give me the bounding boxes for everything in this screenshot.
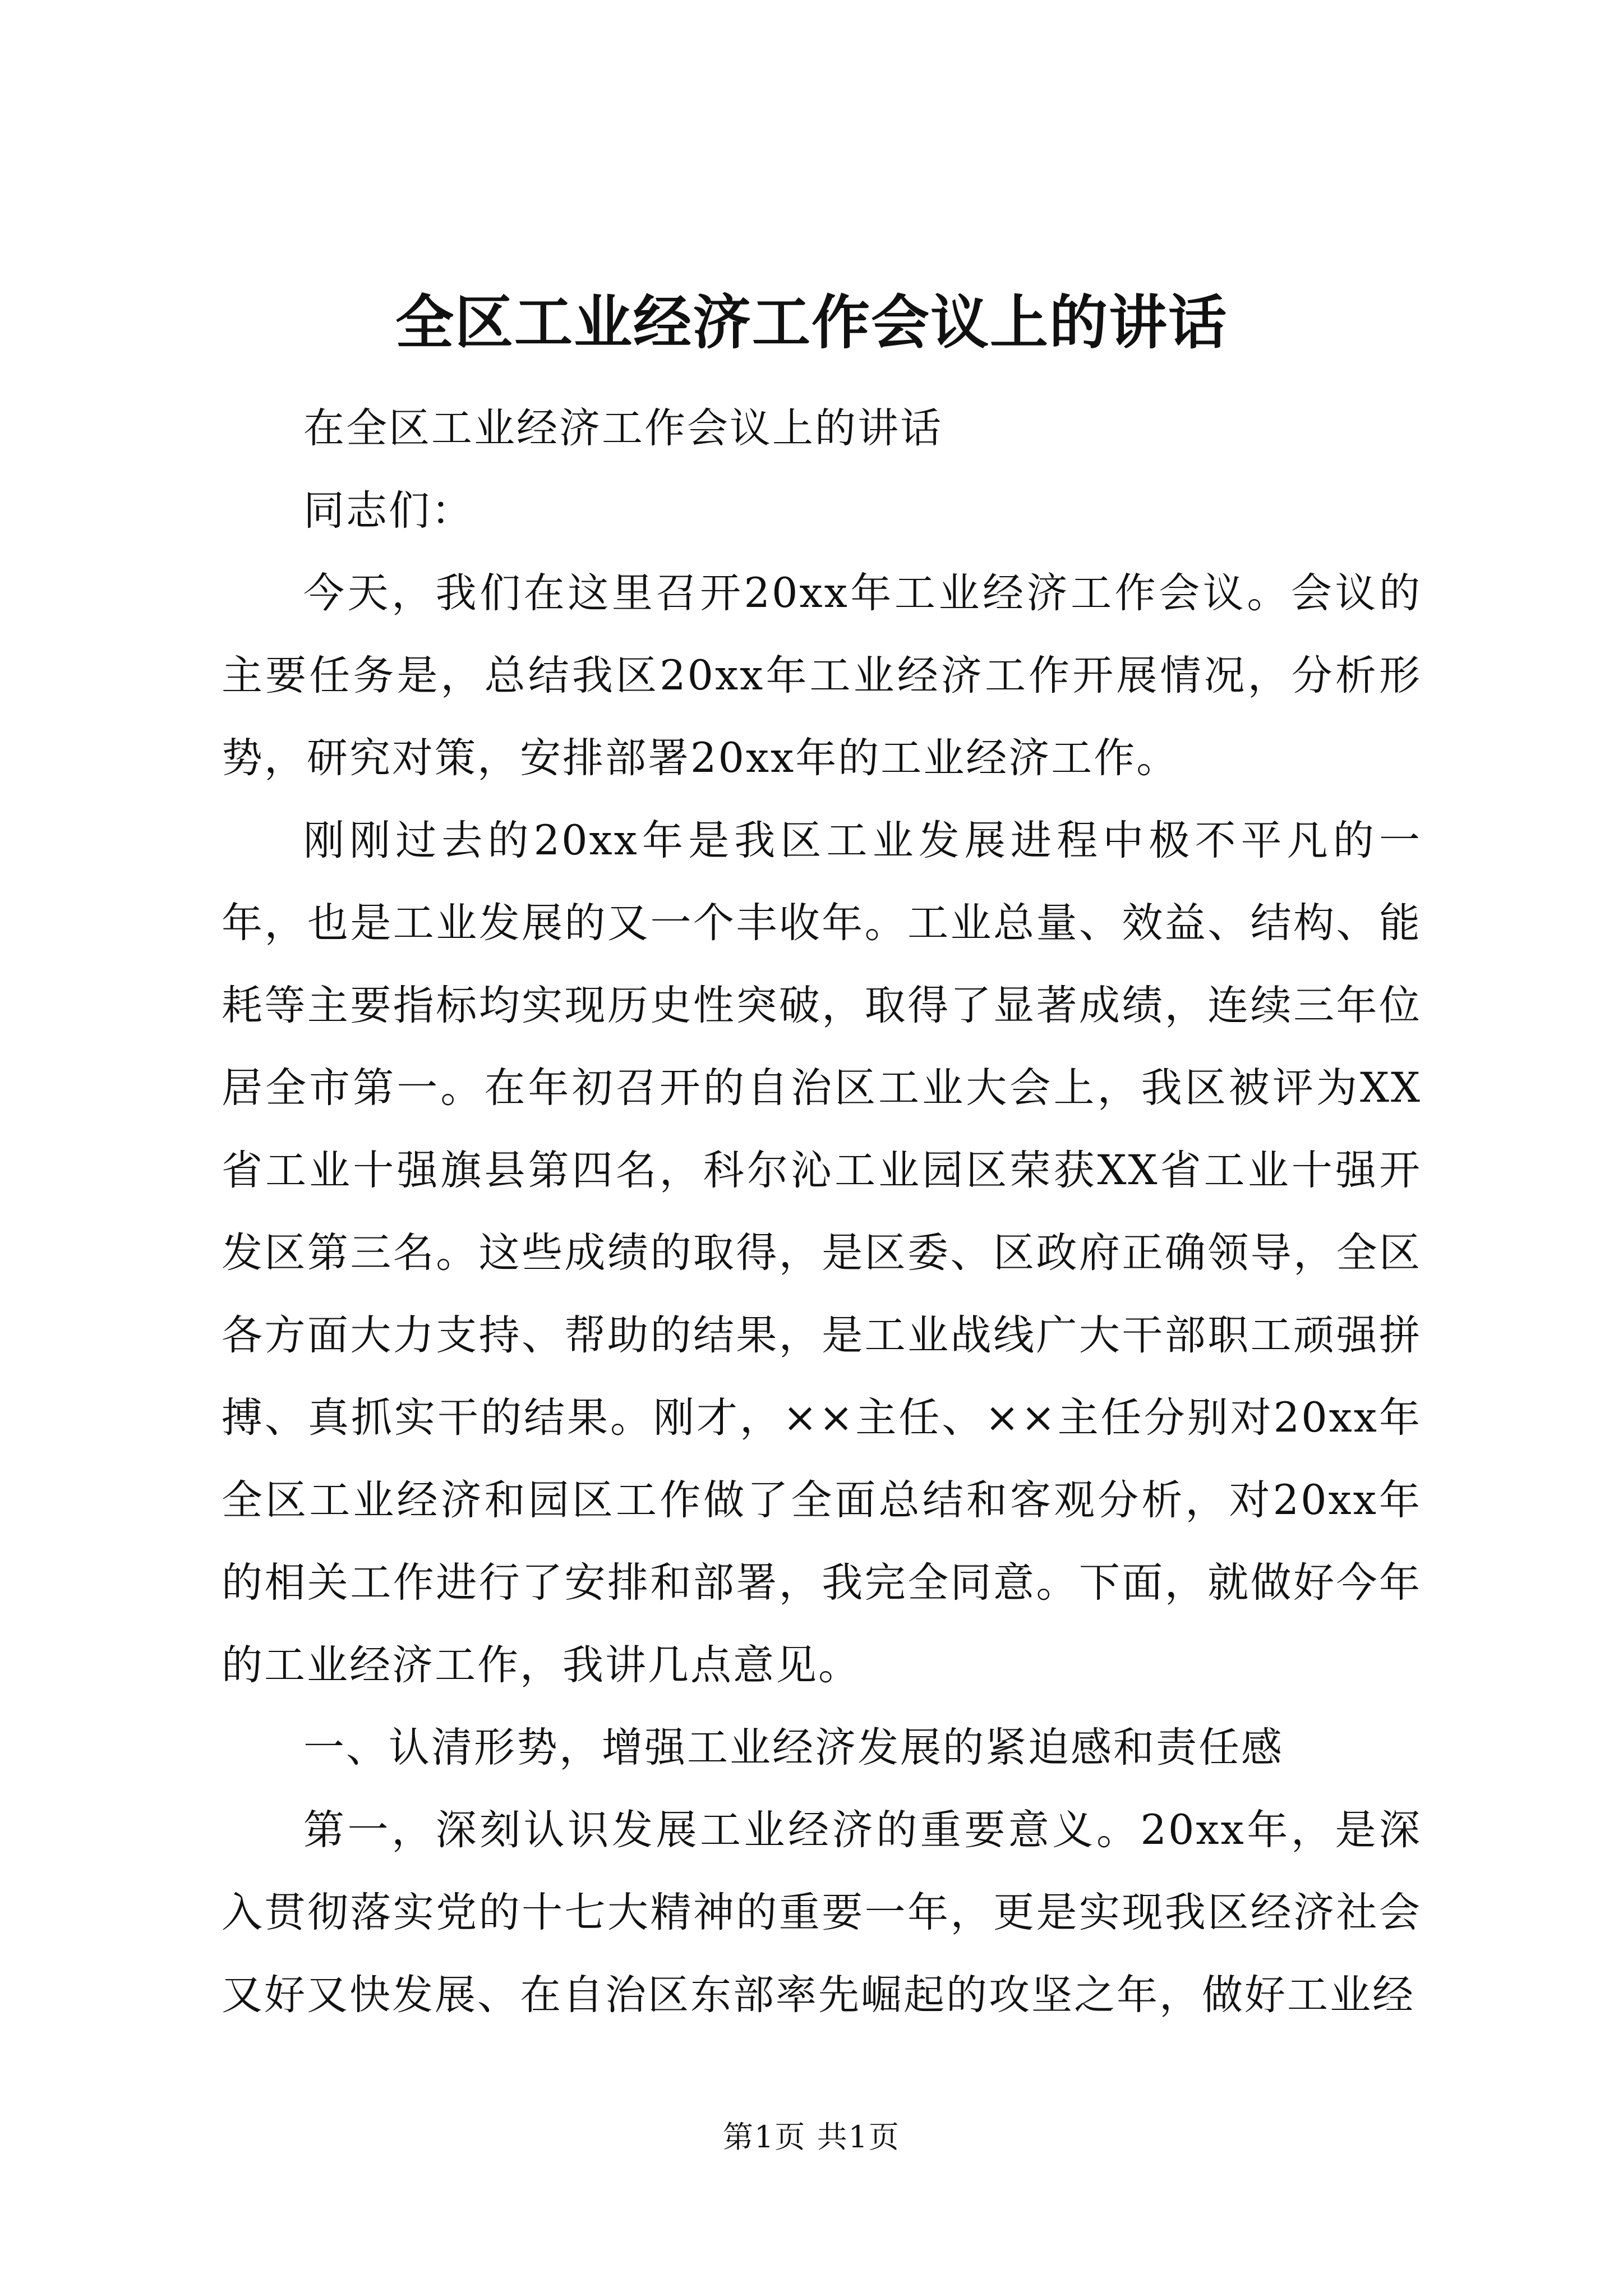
page-footer: 第1页 共1页: [723, 2119, 900, 2155]
paragraph-heading: 在全区工业经济工作会议上的讲话: [303, 404, 943, 452]
paragraph-point-one: 第一，深刻认识发展工业经济的重要意义。20xx年，是深入贯彻落实党的十七大精神的重要一年，更是实现我区经济社会又好又快发展、在自治区东部率先崛起的攻坚之年，做好工业经: [222, 1806, 1422, 2019]
document-body: [222, 387, 1422, 2036]
paragraph-salutation: 同志们：: [303, 487, 474, 535]
paragraph-section-heading: 一、认清形势，增强工业经济发展的紧迫感和责任感: [303, 1724, 1284, 1772]
document-title: 全区工业经济工作会议上的讲话: [395, 288, 1228, 357]
paragraph-intro: 今天，我们在这里召开20xx年工业经济工作会议。会议的主要任务是，总结我区20xx年工业经济工作开展情况，分析形势，研究对策，安排部署20xx年的工业经济工作。: [222, 569, 1422, 782]
paragraph-review: 刚刚过去的20xx年是我区工业发展进程中极不平凡的一年，也是工业发展的又一个丰收年。工业总量、效益、结构、能耗等主要指标均实现历史性突破，取得了显著成绩，连续三年位居全市第一。在年初召开的自治区工业大会上，我区被评为XX省工业十强旗县第四名，科尔沁工业园区荣获XX省工业十强开发区第三名。这些成绩的取得，是区委、区政府正确领导，全区各方面大力支持、帮助的结果，是工业战线广大干部职工顽强拼搏、真抓实干的结果。刚才，××主任、××主任分别对20xx年全区工业经济和园区工作做了全面总结和客观分析，对20xx年的相关工作进行了安排和部署，我完全同意。下面，就做好今年的工业经济工作，我讲几点意见。: [222, 817, 1422, 1689]
